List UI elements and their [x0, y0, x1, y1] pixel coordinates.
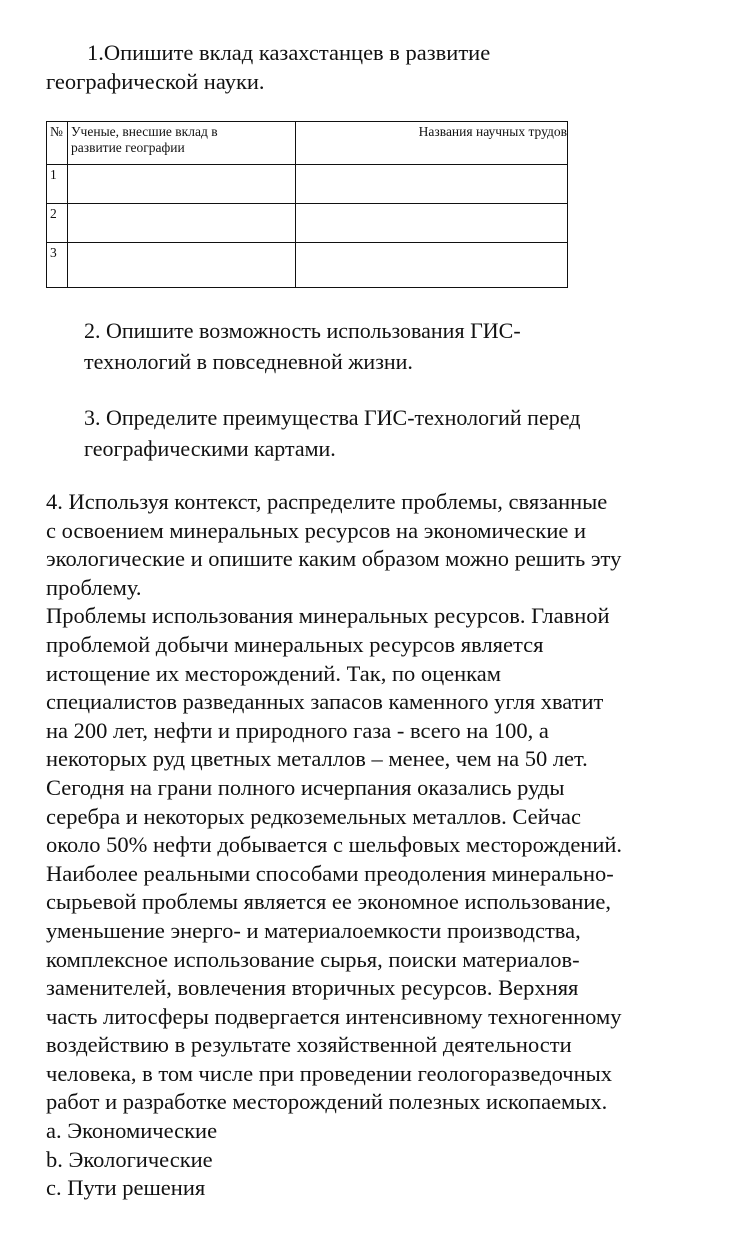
header-scientists: [68, 122, 296, 165]
scientist-cell[interactable]: [68, 204, 296, 243]
task-4-text: [46, 488, 736, 1203]
text-line: заменителей, вовлечения вторичных ресурсов. Верхняя: [46, 975, 579, 1001]
task-2-line-2: технологий в повседневной жизни.: [84, 349, 413, 374]
text-line: Наиболее реальными способами преодоления минерально-: [46, 860, 614, 886]
text-line: комплексное использование сырья, поиски материалов-: [46, 946, 580, 972]
option-solutions: c. Пути решения: [46, 1175, 206, 1201]
text-line: с освоением минеральных ресурсов на экономические и: [46, 517, 587, 543]
text-line: на 200 лет, нефти и природного газа - всего на 100, а: [46, 717, 549, 743]
text-line: Сегодня на грани полного исчерпания оказались руды: [46, 774, 565, 800]
work-cell[interactable]: [296, 243, 568, 288]
text-line: 4. Используя контекст, распределите проблемы, связанные: [46, 489, 608, 514]
scientist-cell[interactable]: [68, 243, 296, 288]
text-line: некоторых руд цветных металлов – менее, чем на 50 лет.: [46, 746, 588, 772]
header-number: №: [47, 122, 68, 165]
table-row: [47, 204, 568, 243]
task-2-line-1: 2. Опишите возможность использования ГИС-: [84, 318, 521, 343]
task-3-line-2: географическими картами.: [84, 436, 336, 461]
text-line: человека, в том числе при проведении геологоразведочных: [46, 1060, 613, 1086]
table-row: [47, 165, 568, 204]
text-line: воздействию в результате хозяйственной деятельности: [46, 1032, 572, 1058]
task-2-question: [84, 315, 521, 377]
text-line: специалистов разведанных запасов каменного угля хватит: [46, 689, 604, 715]
text-line: серебра и некоторых редкоземельных металлов. Сейчас: [46, 803, 582, 829]
header-works: Названия научных трудов: [296, 122, 568, 165]
text-line: часть литосферы подвергается интенсивному техногенному: [46, 1003, 622, 1029]
task-3-question: [84, 402, 580, 464]
table-header-row: [47, 122, 568, 165]
text-line: работ и разработке месторождений полезных ископаемых.: [46, 1089, 608, 1115]
row-number: 2: [47, 204, 68, 243]
task-3-line-1: 3. Определите преимущества ГИС-технологий перед: [84, 405, 581, 430]
scientists-table: [46, 121, 568, 288]
scientist-cell[interactable]: [68, 165, 296, 204]
text-line: сырьевой проблемы является ее экономное использование,: [46, 889, 612, 915]
text-line: проблемой добычи минеральных ресурсов является: [46, 631, 544, 657]
task-1-question: [0, 38, 739, 96]
row-number: 3: [47, 243, 68, 288]
text-line: около 50% нефти добывается с шельфовых месторождений.: [46, 832, 623, 858]
text-line: Проблемы использования минеральных ресурсов. Главной: [46, 603, 610, 629]
table-row: [47, 243, 568, 288]
work-cell[interactable]: [296, 165, 568, 204]
row-number: 1: [47, 165, 68, 204]
option-economic: a. Экономические: [46, 1118, 218, 1144]
header-scientists-line-1: Ученые, внесшие вклад в: [71, 124, 218, 139]
task-1-line-1: 1.Опишите вклад казахстанцев в развитие: [87, 40, 491, 65]
header-scientists-line-2: развитие географии: [71, 140, 185, 155]
option-ecological: b. Экологические: [46, 1146, 213, 1172]
text-line: истощение их месторождений. Так, по оценкам: [46, 660, 501, 686]
task-1-line-2: географической науки.: [46, 69, 265, 94]
text-line: проблему.: [46, 574, 142, 600]
text-line: экологические и опишите каким образом можно решить эту: [46, 546, 622, 572]
text-line: уменьшение энерго- и материалоемкости производства,: [46, 917, 581, 943]
work-cell[interactable]: [296, 204, 568, 243]
